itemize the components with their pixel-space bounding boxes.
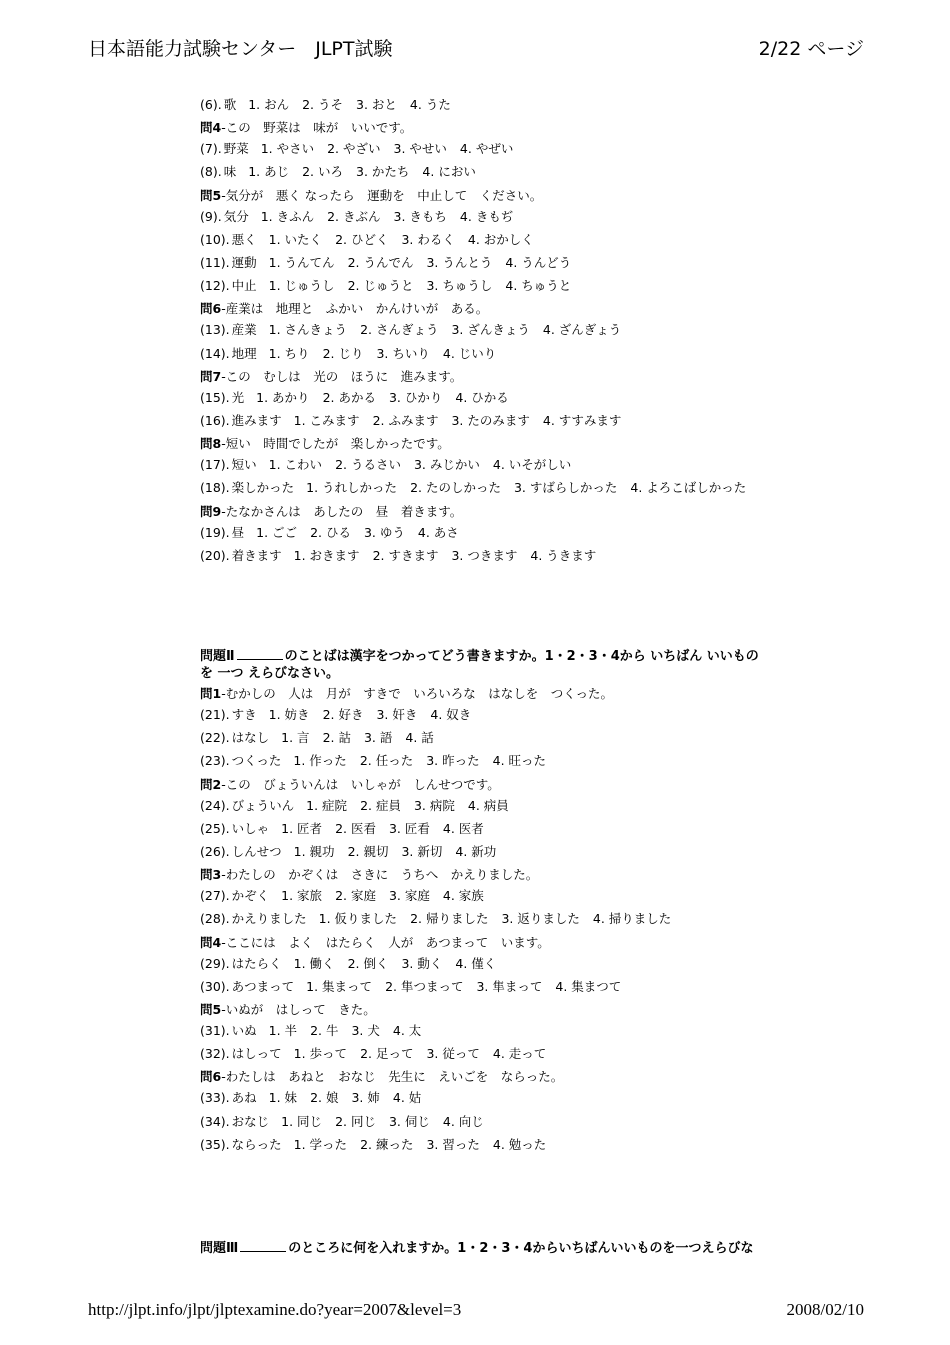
answer-option: 2. うるさい: [335, 457, 401, 473]
answer-option: 3. 犬: [351, 1023, 380, 1038]
answer-option: 2. 医看: [335, 820, 376, 836]
question-item: [200, 97, 451, 113]
question-group-label: 問6: [200, 301, 222, 317]
question-item: [200, 911, 671, 927]
answer-option: 3. ちいり: [376, 345, 430, 361]
question-word: はしって: [231, 1046, 282, 1062]
answer-option: 3. 動く: [401, 955, 443, 971]
answer-option: 2. たのしかった: [410, 480, 501, 496]
question-sentence: -短い 時間でしたが 楽しかったです。: [221, 436, 450, 452]
question-word: しんせつ: [231, 844, 282, 859]
question-number: (10).: [200, 231, 230, 247]
header-title: 日本語能力試験センター JLPT試験: [88, 38, 393, 60]
answer-option: 1. おきます: [293, 547, 360, 563]
section-3-label: 問題Ⅲ: [200, 1241, 239, 1256]
answer-option: 2. 隼つまって: [385, 978, 464, 994]
answer-option: 4. よろこばしかった: [630, 480, 747, 496]
question-item: [200, 956, 496, 972]
question-group-label: 問4: [200, 934, 222, 950]
answer-option: 2. 練った: [360, 1136, 414, 1152]
question-sentence: -この 野菜は 味が いいです。: [221, 120, 413, 136]
answer-option: 2. うんでん: [347, 255, 414, 270]
question-word: つくった: [231, 753, 282, 769]
answer-option: 4. うた: [409, 97, 451, 112]
question-word: 光: [231, 389, 245, 405]
question-word: 中止: [231, 278, 257, 294]
question-group-label: 問9: [200, 503, 222, 519]
answer-option: 1. こみます: [293, 413, 360, 428]
answer-option: 3. ちゅうし: [426, 278, 493, 294]
answer-option: 2. いろ: [302, 164, 344, 180]
question-word: 地理: [231, 345, 257, 361]
answer-option: 2. 牛: [310, 1023, 339, 1038]
question-word: 運動: [231, 255, 257, 270]
answer-option: 4. 家族: [442, 888, 484, 904]
answer-option: 3. うんとう: [426, 255, 493, 270]
answer-option: 3. 姉: [351, 1090, 380, 1106]
question-sentence: -わたしは あねと おなじ 先生に えいごを ならった。: [221, 1069, 564, 1085]
question-word: 着きます: [231, 547, 282, 563]
question-item: [200, 457, 571, 473]
answer-option: 4. 掃りました: [592, 911, 672, 927]
answer-option: 4. おかしく: [467, 231, 534, 247]
question-item: [200, 390, 509, 406]
answer-option: 4. すすみます: [542, 413, 622, 428]
answer-option: 2. ひる: [310, 524, 351, 540]
question-word: ならった: [231, 1136, 282, 1152]
answer-option: 2. 家庭: [335, 888, 376, 904]
footer-date: 2008/02/10: [786, 1300, 864, 1319]
question-group-header: [200, 1069, 563, 1085]
question-number: (26).: [200, 844, 230, 859]
answer-option: 3. 習った: [426, 1136, 480, 1152]
answer-option: 1. 言: [281, 730, 310, 746]
answer-option: 1. 同じ: [281, 1113, 323, 1129]
question-item: [200, 346, 496, 362]
answer-option: 3. おと: [356, 97, 397, 112]
answer-option: 2. さんぎょう: [360, 322, 439, 338]
blank-line: [237, 659, 283, 660]
answer-option: 4. うきます: [530, 547, 597, 563]
question-number: (8).: [200, 164, 222, 180]
answer-option: 1. 家旅: [281, 888, 323, 904]
question-number: (31).: [200, 1023, 230, 1038]
question-number: (27).: [200, 888, 230, 904]
question-number: (19).: [200, 524, 230, 540]
question-item: [200, 141, 513, 157]
question-number: (14).: [200, 345, 230, 361]
answer-option: 1. 学った: [293, 1136, 348, 1152]
question-word: かえりました: [231, 911, 307, 927]
answer-option: 1. うれしかった: [306, 480, 398, 496]
question-number: (35).: [200, 1136, 230, 1152]
question-word: 悪く: [231, 231, 257, 247]
answer-option: 3. かたち: [356, 164, 410, 180]
answer-option: 1. 仮りました: [318, 911, 398, 927]
answer-option: 4. 旺った: [492, 753, 547, 769]
answer-option: 1. あかり: [256, 389, 310, 405]
answer-option: 4. いそがしい: [492, 457, 572, 473]
answer-option: 1. 妨き: [268, 707, 310, 722]
question-item: [200, 525, 459, 541]
answer-option: 2. ひどく: [335, 231, 389, 247]
answer-option: 3. 伺じ: [388, 1113, 430, 1129]
answer-option: 2. じり: [322, 345, 364, 361]
question-item: [200, 548, 596, 564]
answer-option: 3. たのみます: [451, 413, 530, 428]
question-group-label: 問2: [200, 776, 222, 792]
question-number: (16).: [200, 413, 230, 428]
question-sentence: -気分が 悪く なったら 運動を 中止して ください。: [221, 187, 543, 203]
question-number: (12).: [200, 278, 230, 294]
section-3-instruction: のところに何を入れますか。1・2・3・4からいちばんいいものを一つえらびな: [288, 1241, 754, 1256]
answer-option: 4. 走って: [492, 1046, 547, 1062]
question-word: 味: [223, 164, 237, 180]
question-word: 歌: [223, 97, 237, 112]
section-3-title: [200, 1240, 760, 1257]
question-word: おなじ: [231, 1113, 270, 1129]
question-word: すき: [231, 707, 257, 722]
answer-option: 2. 好き: [322, 707, 364, 722]
question-group-label: 問7: [200, 368, 222, 384]
answer-option: 1. 親功: [293, 844, 335, 859]
question-number: (24).: [200, 797, 230, 813]
question-group-header: [200, 369, 462, 385]
question-group-header: [200, 504, 462, 520]
question-item: [200, 1114, 484, 1130]
answer-option: 2. きぶん: [327, 208, 381, 224]
answer-option: 3. わるく: [401, 231, 455, 247]
answer-option: 3. みじかい: [413, 457, 480, 473]
answer-option: 4. 奴き: [430, 707, 472, 722]
answer-option: 2. じゅうと: [347, 278, 414, 294]
answer-option: 2. 冋じ: [335, 1113, 376, 1129]
answer-option: 4. ひかる: [455, 389, 509, 405]
question-item: [200, 1023, 421, 1039]
question-item: [200, 753, 546, 769]
question-number: (13).: [200, 322, 230, 338]
question-word: 気分: [223, 208, 249, 224]
question-sentence: -産業は 地理と ふかい かんけいが ある。: [221, 301, 489, 317]
question-item: [200, 888, 484, 904]
question-group-header: [200, 436, 450, 452]
section-2-label: 問題Ⅱ: [200, 649, 235, 664]
answer-option: 3. きもち: [393, 208, 447, 224]
answer-option: 4. 話: [405, 730, 434, 746]
answer-option: 4. 医者: [442, 820, 484, 836]
answer-option: 1. 歩って: [293, 1046, 348, 1062]
answer-option: 4. ちゅうと: [505, 278, 572, 294]
answer-option: 4. うんどう: [505, 255, 572, 270]
question-number: (17).: [200, 457, 230, 473]
question-item: [200, 164, 476, 180]
question-item: [200, 1137, 546, 1153]
question-word: あつまって: [231, 978, 295, 994]
question-word: いぬ: [231, 1023, 257, 1038]
question-word: いしゃ: [231, 820, 270, 836]
question-word: 昼: [231, 524, 245, 540]
question-word: 楽しかった: [231, 480, 295, 496]
answer-option: 1. ちり: [268, 345, 310, 361]
question-item: [200, 322, 621, 338]
answer-option: 2. やざい: [327, 141, 381, 157]
question-word: はたらく: [231, 955, 282, 971]
answer-option: 1. さんきょう: [268, 322, 348, 338]
question-group-label: 問5: [200, 1002, 222, 1017]
answer-option: 4. きもぢ: [459, 208, 514, 224]
answer-option: 4. 病員: [467, 797, 509, 813]
answer-option: 1. 症院: [306, 797, 348, 813]
question-word: 産業: [231, 322, 257, 338]
question-number: (7).: [200, 141, 222, 157]
answer-option: 3. 病院: [413, 797, 455, 813]
answer-option: 4. 向じ: [442, 1113, 484, 1129]
answer-option: 2. 症員: [360, 797, 401, 813]
answer-option: 2. 倒く: [347, 955, 389, 971]
question-sentence: -むかしの 人は 月が すきで いろいろな はなしを つくった。: [221, 686, 613, 701]
answer-option: 3. ざんきょう: [451, 322, 530, 338]
answer-option: 1. きふん: [260, 208, 315, 224]
blank-line: [240, 1251, 286, 1252]
answer-option: 1. やさい: [260, 141, 315, 157]
question-item: [200, 278, 571, 294]
question-sentence: -たなかさんは あしたの 昼 着きます。: [221, 503, 463, 519]
answer-option: 2. 足って: [360, 1046, 414, 1062]
answer-option: 1. こわい: [268, 457, 323, 473]
question-item: [200, 979, 621, 995]
question-item: [200, 844, 496, 860]
question-number: (18).: [200, 480, 230, 496]
answer-option: 1. うんてん: [268, 255, 335, 270]
answer-option: 3. ゆう: [363, 524, 405, 540]
question-word: はなし: [231, 730, 270, 746]
question-item: [200, 480, 746, 496]
question-number: (15).: [200, 389, 230, 405]
footer-url: http://jlpt.info/jlpt/jlptexamine.do?year=2007&level=3: [88, 1300, 462, 1319]
answer-option: 1. 妹: [268, 1090, 298, 1106]
question-number: (32).: [200, 1046, 230, 1062]
question-item: [200, 232, 534, 248]
question-group-label: 問8: [200, 436, 222, 452]
question-sentence: -ここには よく はたらく 人が あつまって います。: [221, 934, 550, 950]
question-sentence: -いぬが はしって きた。: [221, 1002, 376, 1017]
question-word: あね: [231, 1090, 257, 1106]
question-group-header: [200, 120, 412, 136]
question-group-header: [200, 867, 538, 883]
answer-option: 2. 任った: [359, 753, 414, 769]
answer-option: 2. 親切: [347, 844, 389, 859]
question-group-header: [200, 301, 488, 317]
answer-option: 3. やせい: [393, 141, 447, 157]
answer-option: 1. 匠者: [281, 820, 323, 836]
answer-option: 4. 僅く: [455, 955, 497, 971]
answer-option: 3. 新切: [401, 844, 443, 859]
answer-option: 1. いたく: [268, 231, 323, 247]
answer-option: 2. ふみます: [372, 413, 439, 428]
answer-option: 3. 昨った: [426, 753, 480, 769]
question-item: [200, 1046, 546, 1062]
answer-option: 2. 娘: [310, 1090, 339, 1106]
answer-option: 4. じいり: [442, 345, 497, 361]
answer-option: 2. あかる: [322, 389, 376, 405]
answer-option: 1. おん: [248, 97, 290, 112]
answer-option: 4. 集まつて: [555, 978, 622, 994]
question-item: [200, 1090, 421, 1106]
question-group-label: 問1: [200, 686, 222, 701]
answer-option: 4. 勉った: [492, 1136, 547, 1152]
question-number: (33).: [200, 1090, 230, 1106]
answer-option: 1. じゅうし: [268, 278, 335, 294]
question-sentence: -この びょういんは いしゃが しんせつです。: [221, 776, 500, 792]
question-item: [200, 209, 513, 225]
answer-option: 3. 匠看: [388, 820, 430, 836]
question-number: (28).: [200, 911, 230, 927]
answer-option: 3. つきます: [451, 547, 518, 563]
question-item: [200, 821, 484, 837]
question-group-label: 問5: [200, 187, 222, 203]
answer-option: 1. 集まって: [306, 978, 373, 994]
answer-option: 3. ひかり: [388, 389, 443, 405]
answer-option: 3. 従って: [426, 1046, 480, 1062]
answer-option: 4. 太: [392, 1023, 422, 1038]
answer-option: 3. 返りました: [501, 911, 580, 927]
answer-option: 4. におい: [422, 164, 476, 180]
question-item: [200, 413, 621, 429]
question-word: 進みます: [231, 413, 282, 428]
question-number: (30).: [200, 978, 230, 994]
answer-option: 3. 奸き: [376, 707, 418, 722]
answer-option: 4. やぜい: [459, 141, 514, 157]
answer-option: 4. あさ: [417, 524, 459, 540]
question-group-header: [200, 935, 550, 951]
question-number: (6).: [200, 97, 222, 112]
question-number: (20).: [200, 547, 230, 563]
answer-option: 4. ざんぎょう: [542, 322, 622, 338]
question-group-header: [200, 188, 542, 204]
question-item: [200, 707, 471, 723]
question-number: (21).: [200, 707, 230, 722]
question-word: かぞく: [231, 888, 270, 904]
question-group-label: 問6: [200, 1069, 222, 1085]
answer-option: 2. 帰りました: [410, 911, 489, 927]
answer-option: 1. 半: [268, 1023, 298, 1038]
question-word: 野菜: [223, 141, 249, 157]
answer-option: 2. うそ: [302, 97, 344, 112]
answer-option: 1. 働く: [293, 955, 335, 971]
question-item: [200, 798, 509, 814]
section-2-instruction: のことばは漢字をつかってどう書きますか。1・2・3・4から いちばん いいもの を 一つ えらびなさい。: [200, 649, 759, 681]
answer-option: 4. 新功: [455, 844, 497, 859]
question-word: 短い: [231, 457, 257, 473]
answer-option: 2. すきます: [372, 547, 439, 563]
answer-option: 1. あじ: [248, 164, 290, 180]
question-number: (23).: [200, 753, 230, 769]
question-group-label: 問3: [200, 867, 222, 883]
section-2-title: [200, 648, 760, 682]
question-number: (25).: [200, 820, 230, 836]
answer-option: 1. 作った: [293, 753, 347, 769]
page-number: 2/22 ページ: [758, 38, 864, 60]
question-group-header: [200, 686, 613, 702]
answer-option: 3. 隼まって: [476, 978, 543, 994]
question-group-header: [200, 1002, 376, 1018]
answer-option: 3. すばらしかった: [513, 480, 618, 496]
question-group-label: 問4: [200, 120, 222, 136]
question-sentence: -わたしの かぞくは さきに うちへ かえりました。: [221, 867, 539, 883]
question-number: (11).: [200, 255, 230, 270]
answer-option: 1. ごご: [256, 524, 298, 540]
question-number: (34).: [200, 1113, 230, 1129]
question-number: (9).: [200, 208, 222, 224]
question-item: [200, 255, 571, 271]
answer-option: 2. 詁: [322, 730, 351, 746]
question-group-header: [200, 777, 500, 793]
question-sentence: -この むしは 光の ほうに 進みます。: [221, 368, 463, 384]
question-word: びょういん: [231, 797, 295, 813]
answer-option: 4. 姑: [392, 1090, 422, 1106]
question-number: (22).: [200, 730, 230, 746]
question-number: (29).: [200, 955, 230, 971]
answer-option: 3. 語: [363, 730, 393, 746]
answer-option: 3. 家庭: [388, 888, 430, 904]
question-item: [200, 730, 434, 746]
